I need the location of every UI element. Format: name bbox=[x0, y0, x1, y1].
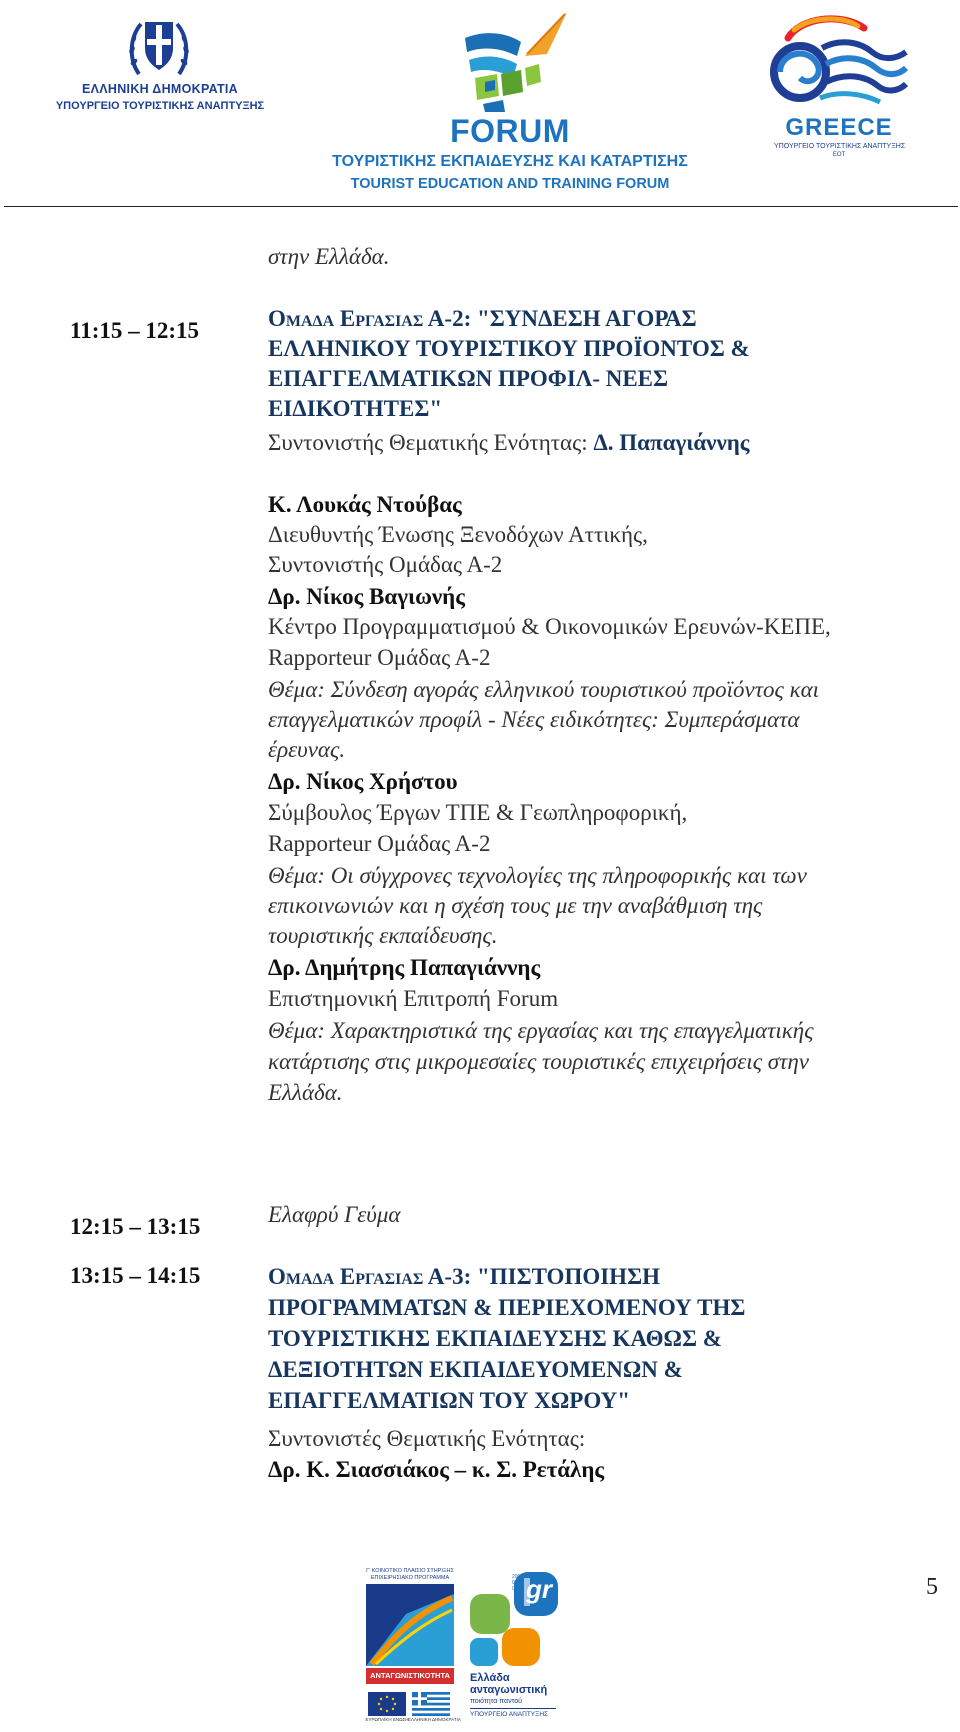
header-divider bbox=[4, 206, 958, 207]
eu-flag-icon bbox=[368, 1692, 406, 1716]
speaker-role: Συντονιστής Ομάδας Α-2 bbox=[268, 552, 503, 577]
session-a2-title-2: ΕΛΛΗΝΙΚΟΥ ΤΟΥΡΙΣΤΙΚΟΥ ΠΡΟΪΟΝΤΟΣ & bbox=[268, 336, 750, 361]
lunch-label: Ελαφρύ Γεύμα bbox=[268, 1202, 401, 1227]
gr-mark: gr bbox=[526, 1574, 552, 1604]
session-a3-title-2: ΠΡΟΓΡΑΜΜΑΤΩΝ & ΠΕΡΙΕΧΟΜΕΝΟΥ ΤΗΣ bbox=[268, 1295, 746, 1320]
greece-tourism-logo bbox=[760, 8, 910, 158]
footer-logos bbox=[364, 1568, 564, 1726]
ministry-caption: ΥΠΟΥΡΓΕΙΟ ΑΝΑΠΤΥΞΗΣ bbox=[470, 1711, 549, 1718]
speaker-topic: επαγγελματικών προφίλ - Νέες ειδικότητες: Συμπεράσματα bbox=[268, 707, 800, 732]
greek-emblem-icon bbox=[125, 12, 193, 80]
session-a2-coordinator bbox=[268, 428, 750, 458]
speaker-name: Δρ. Δημήτρης Παπαγιάννης bbox=[268, 955, 541, 980]
session-a3-title-1 bbox=[268, 1262, 660, 1292]
forum-word: FORUM bbox=[450, 113, 570, 149]
session-a3-coordinator-names: Δρ. Κ. Σιασσιάκος – κ. Σ. Ρετάλης bbox=[268, 1457, 605, 1482]
speaker-topic: έρευνας. bbox=[268, 737, 346, 762]
session-a2-title-3: ΕΠΑΓΓΕΛΜΑΤΙΚΩΝ ΠΡΟΦΙΛ- ΝΕΕΣ bbox=[268, 366, 669, 391]
competitiveness-logo bbox=[364, 1568, 461, 1726]
left-logo-line1: ΕΛΛΗΝΙΚΗ ΔΗΜΟΚΡΑΤΙΑ bbox=[81, 82, 238, 96]
speaker-name: Κ. Λουκάς Ντούβας bbox=[268, 492, 462, 517]
program-title-1: Γ' ΚΟΙΝΟΤΙΚΟ ΠΛΑΙΣΙΟ ΣΤΗΡΙΞΗΣ bbox=[366, 1568, 454, 1574]
speaker-role: Rapporteur Ομάδας Α-2 bbox=[268, 831, 491, 856]
session-a2-prefix: Ομαδα Εργασιας bbox=[268, 306, 424, 331]
program-graphic-icon bbox=[366, 1584, 454, 1666]
greece-competitive-logo bbox=[466, 1568, 562, 1726]
speaker-topic: κατάρτισης στις μικρομεσαίες τουριστικές επιχειρήσεις στην bbox=[268, 1049, 809, 1074]
hellenic-republic-logo bbox=[50, 10, 270, 120]
gr-caption: ΕΛΛΗΝΙΚΗ ΔΗΜΟΚΡΑΤΙΑ bbox=[408, 1717, 461, 1722]
greece-tagline: ΥΠΟΥΡΓΕΙΟ ΤΟΥΡΙΣΤΙΚΗΣ ΑΝΑΠΤΥΞΗΣ bbox=[774, 143, 906, 150]
greece-wave-icon bbox=[760, 8, 910, 118]
greece-word: GREECE bbox=[785, 114, 893, 141]
slogan-line3: ποιότητα παντού bbox=[470, 1698, 522, 1705]
session-a3-title-4: ΔΕΞΙΟΤΗΤΩΝ ΕΚΠΑΙΔΕΥΟΜΕΝΩΝ & bbox=[268, 1357, 683, 1382]
speaker-topic: Θέμα: Σύνδεση αγοράς ελληνικού τουριστικού προϊόντος και bbox=[268, 677, 820, 702]
continuation-text: στην Ελλάδα. bbox=[268, 244, 390, 269]
coordinator-label: Συντονιστής Θεματικής Ενότητας: bbox=[268, 430, 594, 455]
footer-rule bbox=[470, 1708, 556, 1709]
forum-logo bbox=[315, 8, 705, 198]
speaker-topic: Ελλάδα. bbox=[268, 1080, 343, 1105]
program-band: ΑΝΤΑΓΩΝΙΣΤΙΚΟΤΗΤΑ bbox=[366, 1668, 454, 1684]
session-a2-title-4: ΕΙΔΙΚΟΤΗΤΕΣ" bbox=[268, 396, 443, 421]
program-title-2: ΕΠΙΧΕΙΡΗΣΙΑΚΟ ΠΡΟΓΡΑΜΜΑ bbox=[370, 1575, 450, 1581]
speaker-name: Δρ. Νίκος Χρήστου bbox=[268, 769, 458, 794]
forum-line2: TOURIST EDUCATION AND TRAINING FORUM bbox=[350, 176, 670, 192]
forum-emblem-icon bbox=[455, 8, 575, 113]
page-number: 5 bbox=[926, 1574, 938, 1600]
page-header bbox=[0, 0, 960, 210]
speaker-topic: Θέμα: Χαρακτηριστικά της εργασίας και της επαγγελματικής bbox=[268, 1018, 814, 1043]
slogan-line2: ανταγωνιστική bbox=[470, 1684, 548, 1696]
session-a2-title-1 bbox=[268, 304, 697, 334]
speaker-name: Δρ. Νίκος Βαγιωνής bbox=[268, 584, 465, 609]
session-a3-title-3: ΤΟΥΡΙΣΤΙΚΗΣ ΕΚΠΑΙΔΕΥΣΗΣ ΚΑΘΩΣ & bbox=[268, 1326, 722, 1351]
years-mark: 2000 2006 bbox=[512, 1574, 522, 1592]
time-slot-a3: 13:15 – 14:15 bbox=[70, 1263, 201, 1288]
session-a3-title-5: ΕΠΑΓΓΕΛΜΑΤΙΩΝ ΤΟΥ ΧΩΡΟΥ" bbox=[268, 1388, 631, 1413]
speaker-role: Διευθυντής Ένωσης Ξενοδόχων Αττικής, bbox=[268, 522, 648, 547]
speaker-role: Επιστημονική Επιτροπή Forum bbox=[268, 986, 559, 1011]
session-a3-coordinator-label: Συντονιστές Θεματικής Ενότητας: bbox=[268, 1426, 586, 1451]
speaker-role: Κέντρο Προγραμματισμού & Οικονομικών Ερευνών-ΚΕΠΕ, bbox=[268, 614, 831, 639]
time-slot-lunch: 12:15 – 13:15 bbox=[70, 1214, 201, 1239]
greece-sub: ΕΟΤ bbox=[832, 152, 846, 158]
speaker-topic: Θέμα: Οι σύγχρονες τεχνολογίες της πληροφορικής και των bbox=[268, 863, 807, 888]
left-logo-line2: ΥΠΟΥΡΓΕΙΟ ΤΟΥΡΙΣΤΙΚΗΣ ΑΝΑΠΤΥΞΗΣ bbox=[55, 100, 265, 112]
session-a2-title-line: Α-2: "ΣΥΝΔΕΣΗ ΑΓΟΡΑΣ bbox=[423, 306, 697, 331]
coordinator-name: Δ. Παπαγιάννης bbox=[593, 430, 750, 455]
speaker-topic: επικοινωνιών και η σχέση τους με την αναβάθμιση της bbox=[268, 893, 763, 918]
speaker-role: Σύμβουλος Έργων ΤΠΕ & Γεωπληροφορική, bbox=[268, 800, 688, 825]
speaker-topic: τουριστικής εκπαίδευσης. bbox=[268, 923, 498, 948]
speaker-role: Rapporteur Ομάδας Α-2 bbox=[268, 645, 491, 670]
forum-line1: ΤΟΥΡΙΣΤΙΚΗΣ ΕΚΠΑΙΔΕΥΣΗΣ ΚΑΙ ΚΑΤΑΡΤΙΣΗΣ bbox=[332, 153, 688, 170]
session-a3-prefix: Ομαδα Εργασιας bbox=[268, 1264, 424, 1289]
eu-caption: ΕΥΡΩΠΑΪΚΗ ΕΝΩΣΗ bbox=[365, 1717, 409, 1722]
session-a3-title-line: Α-3: "ΠΙΣΤΟΠΟΙΗΣΗ bbox=[423, 1264, 660, 1289]
time-slot-a2: 11:15 – 12:15 bbox=[70, 318, 200, 343]
greek-flag-icon bbox=[412, 1692, 450, 1716]
slogan-line1: Ελλάδα bbox=[470, 1672, 510, 1684]
